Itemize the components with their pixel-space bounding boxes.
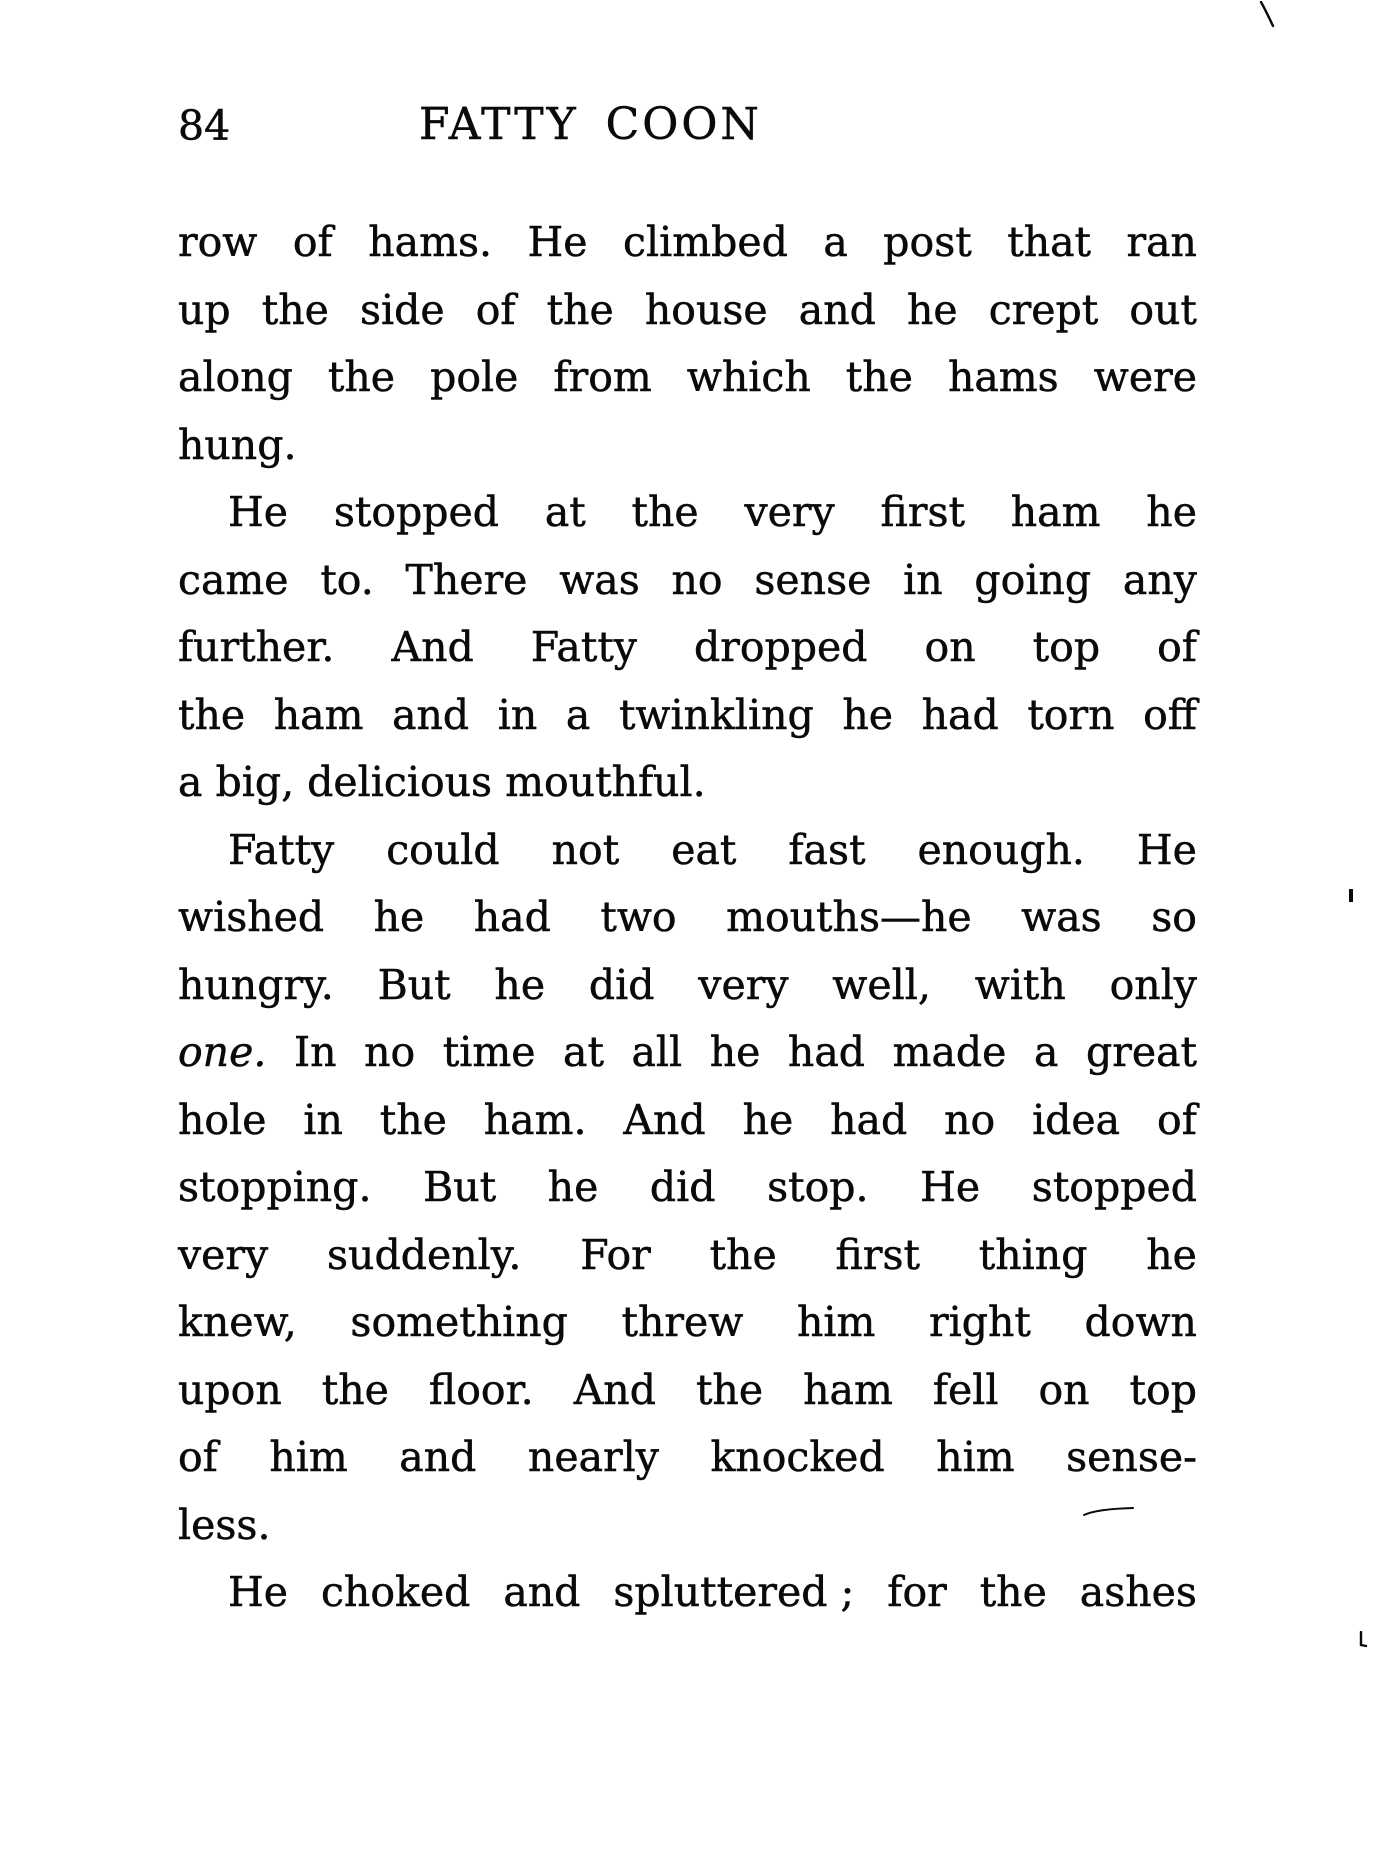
pen-mark-horizontal-dash <box>1083 1504 1137 1518</box>
text-line: stopping. But he did stop. He stopped <box>178 1163 1197 1211</box>
text-line: hole in the ham. And he had no idea of <box>178 1095 1197 1144</box>
text-line: hungry. But he did very well, with only <box>178 960 1197 1009</box>
text-line: hung. <box>178 420 297 469</box>
pen-mark-tick-right-lower <box>1358 1631 1368 1649</box>
text-line: one. In no time at all he had made a great <box>178 1028 1197 1076</box>
page-number: 84 <box>178 102 231 150</box>
text-line: upon the floor. And the ham fell on top <box>178 1365 1197 1414</box>
text-line: He stopped at the very first ham he <box>228 488 1197 536</box>
text-line: further. And Fatty dropped on top of <box>178 623 1197 671</box>
text-line: wished he had two mouths—he was so <box>178 893 1197 941</box>
text-block <box>178 209 1197 1627</box>
text-line: Fatty could not eat fast enough. He <box>228 825 1197 874</box>
text-line: very suddenly. For the first thing he <box>178 1230 1197 1279</box>
text-line: the ham and in a twinkling he had torn off <box>178 690 1197 739</box>
pen-mark-tick-right-upper <box>1349 889 1353 902</box>
running-head-title: FATTY COON <box>419 99 762 150</box>
text-line: came to. There was no sense in going any <box>178 555 1197 604</box>
text-line: knew, something threw him right down <box>178 1298 1197 1346</box>
text-line: of him and nearly knocked him sense- <box>178 1433 1197 1481</box>
text-line: row of hams. He climbed a post that ran <box>178 218 1197 266</box>
text-line: less. <box>178 1500 271 1549</box>
pen-mark-diagonal-stroke <box>1259 1 1277 29</box>
text-line: along the pole from which the hams were <box>178 353 1197 401</box>
text-line: He choked and spluttered ; for the ashes <box>228 1568 1197 1616</box>
text-line: up the side of the house and he crept out <box>178 285 1197 334</box>
text-line: a big, delicious mouthful. <box>178 758 706 806</box>
